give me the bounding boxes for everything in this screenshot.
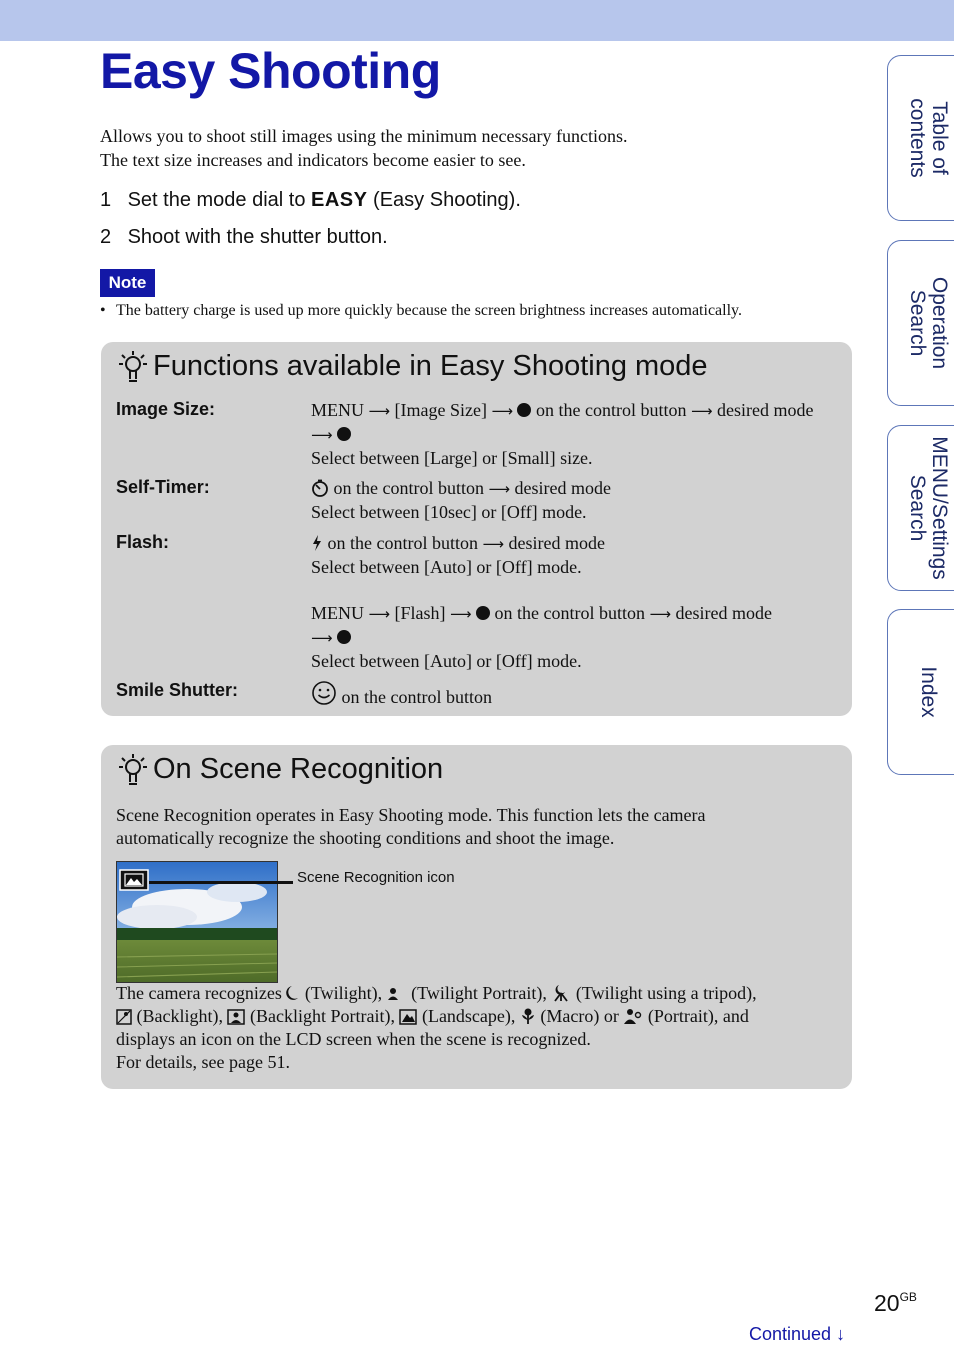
scene-intro-line-1: Scene Recognition operates in Easy Shooting mode. This function lets the camera bbox=[116, 805, 706, 825]
flash-desc bbox=[311, 532, 831, 673]
menu-text: MENU bbox=[311, 400, 364, 420]
self-timer-desc bbox=[311, 477, 831, 524]
page-title: Easy Shooting bbox=[100, 43, 441, 99]
recog-text: (Portrait), and bbox=[647, 1006, 749, 1026]
select-text: Select between [Auto] or [Off] mode. bbox=[311, 557, 582, 577]
intro-text bbox=[100, 124, 627, 172]
tab-table-of-contents[interactable] bbox=[887, 55, 954, 221]
control-text: on the control button bbox=[341, 687, 492, 707]
image-size-desc bbox=[311, 399, 831, 470]
self-timer-label: Self-Timer: bbox=[116, 477, 210, 497]
arrow-icon: ⟶ bbox=[491, 402, 513, 420]
continued-link[interactable] bbox=[749, 1324, 845, 1345]
portrait-icon bbox=[623, 1007, 643, 1025]
tab-index[interactable] bbox=[887, 609, 954, 775]
lcd-screen-photo bbox=[116, 861, 278, 983]
control-text: on the control button bbox=[535, 400, 687, 420]
backlight-icon bbox=[116, 1009, 132, 1025]
recog-text: displays an icon on the LCD screen when the scene is recognized. bbox=[116, 1029, 591, 1049]
arrow-icon: ⟶ bbox=[482, 535, 504, 553]
menu-item-text: [Image Size] bbox=[394, 400, 487, 420]
step-text-post: (Easy Shooting). bbox=[373, 189, 521, 211]
continued-text: Continued bbox=[749, 1324, 832, 1344]
scene-panel-title bbox=[117, 751, 443, 787]
smile-shutter-label: Smile Shutter: bbox=[116, 680, 239, 700]
recog-text: (Backlight Portrait), bbox=[249, 1006, 395, 1026]
functions-panel bbox=[101, 342, 852, 716]
functions-panel-title bbox=[117, 348, 708, 384]
tab-operation-search[interactable] bbox=[887, 240, 954, 406]
landscape-icon bbox=[399, 1009, 417, 1025]
twilight-portrait-icon bbox=[387, 984, 407, 1002]
self-timer-icon bbox=[311, 479, 329, 497]
twilight-tripod-icon bbox=[551, 984, 571, 1002]
step-number: 2 bbox=[100, 226, 112, 248]
recog-text: (Twilight Portrait), bbox=[411, 983, 547, 1003]
twilight-icon bbox=[286, 984, 300, 1002]
intro-line-1: Allows you to shoot still images using the minimum necessary functions. bbox=[100, 126, 628, 146]
control-text: on the control button bbox=[327, 533, 478, 553]
hint-bulb-icon bbox=[117, 348, 151, 384]
image-size-label: Image Size: bbox=[116, 399, 216, 419]
step-text: Shoot with the shutter button. bbox=[127, 226, 388, 248]
page-number bbox=[874, 1290, 917, 1317]
scene-intro-line-2: automatically recognize the shooting conditions and shoot the image. bbox=[116, 828, 615, 848]
page-number-suffix: GB bbox=[899, 1290, 917, 1304]
step-1 bbox=[100, 189, 521, 212]
note-item bbox=[100, 302, 742, 320]
select-text: Select between [10sec] or [Off] mode. bbox=[311, 502, 587, 522]
scene-recognition-icon-callout: Scene Recognition icon bbox=[297, 869, 455, 886]
center-button-icon bbox=[517, 403, 531, 417]
tab-menu-settings-search[interactable] bbox=[887, 425, 954, 591]
menu-text: MENU bbox=[311, 603, 364, 623]
macro-icon bbox=[520, 1007, 536, 1025]
recog-text: (Twilight using a tripod), bbox=[575, 983, 757, 1003]
arrow-icon: ⟶ bbox=[311, 426, 333, 444]
scene-recognition-text bbox=[116, 982, 836, 1074]
panel-title-text: Functions available in Easy Shooting mode bbox=[153, 349, 708, 382]
center-button-icon bbox=[337, 427, 351, 441]
top-bar bbox=[0, 0, 954, 41]
down-arrow-icon: ↓ bbox=[836, 1324, 846, 1344]
step-number: 1 bbox=[100, 189, 112, 211]
bullet: • bbox=[100, 302, 106, 319]
flash-label: Flash: bbox=[116, 532, 170, 552]
panel-title-text: On Scene Recognition bbox=[153, 752, 444, 785]
select-text: Select between [Auto] or [Off] mode. bbox=[311, 651, 582, 671]
arrow-icon: ⟶ bbox=[450, 605, 472, 623]
arrow-icon: ⟶ bbox=[368, 605, 391, 623]
step-text-pre: Set the mode dial to bbox=[127, 189, 306, 211]
recog-text: (Twilight), bbox=[304, 983, 383, 1003]
center-button-icon bbox=[476, 606, 490, 620]
backlight-portrait-icon bbox=[227, 1009, 245, 1025]
callout-line bbox=[149, 881, 293, 884]
desired-text: desired mode bbox=[675, 603, 772, 623]
menu-item-text: [Flash] bbox=[394, 603, 446, 623]
select-text: Select between [Large] or [Small] size. bbox=[311, 448, 593, 468]
arrow-icon: ⟶ bbox=[488, 480, 510, 498]
recog-details: For details, see page 51. bbox=[116, 1052, 290, 1072]
tab-label: Index bbox=[917, 666, 940, 718]
note-text: The battery charge is used up more quickly because the screen brightness increases automatically. bbox=[116, 302, 742, 319]
recog-text: The camera recognizes bbox=[116, 983, 282, 1003]
arrow-icon: ⟶ bbox=[690, 402, 713, 420]
arrow-icon: ⟶ bbox=[311, 629, 333, 647]
tab-label: Table of contents bbox=[906, 98, 951, 178]
recog-text: (Landscape), bbox=[421, 1006, 516, 1026]
desired-text: desired mode bbox=[514, 478, 611, 498]
control-text: on the control button bbox=[333, 478, 484, 498]
step-2 bbox=[100, 226, 388, 249]
desired-text: desired bbox=[716, 400, 769, 420]
flash-icon bbox=[311, 534, 323, 552]
arrow-icon: ⟶ bbox=[368, 402, 391, 420]
tab-label: MENU/Settings Search bbox=[906, 436, 951, 580]
control-text: on the control button bbox=[494, 603, 646, 623]
note-label: Note bbox=[100, 269, 155, 297]
scene-intro bbox=[116, 804, 836, 850]
arrow-icon: ⟶ bbox=[649, 605, 672, 623]
recog-text: (Backlight), bbox=[136, 1006, 223, 1026]
hint-bulb-icon bbox=[117, 751, 151, 787]
center-button-icon bbox=[337, 630, 351, 644]
scene-panel bbox=[101, 745, 852, 1089]
easy-mode-icon: EASY bbox=[311, 189, 368, 211]
intro-line-2: The text size increases and indicators become easier to see. bbox=[100, 150, 526, 170]
smile-icon bbox=[311, 680, 337, 706]
tab-label: Operation Search bbox=[906, 276, 951, 370]
mode-text: mode bbox=[773, 400, 814, 420]
smile-shutter-desc bbox=[311, 680, 831, 709]
page-number-value: 20 bbox=[874, 1290, 900, 1316]
desired-text: desired mode bbox=[508, 533, 605, 553]
recog-text: (Macro) or bbox=[540, 1006, 619, 1026]
